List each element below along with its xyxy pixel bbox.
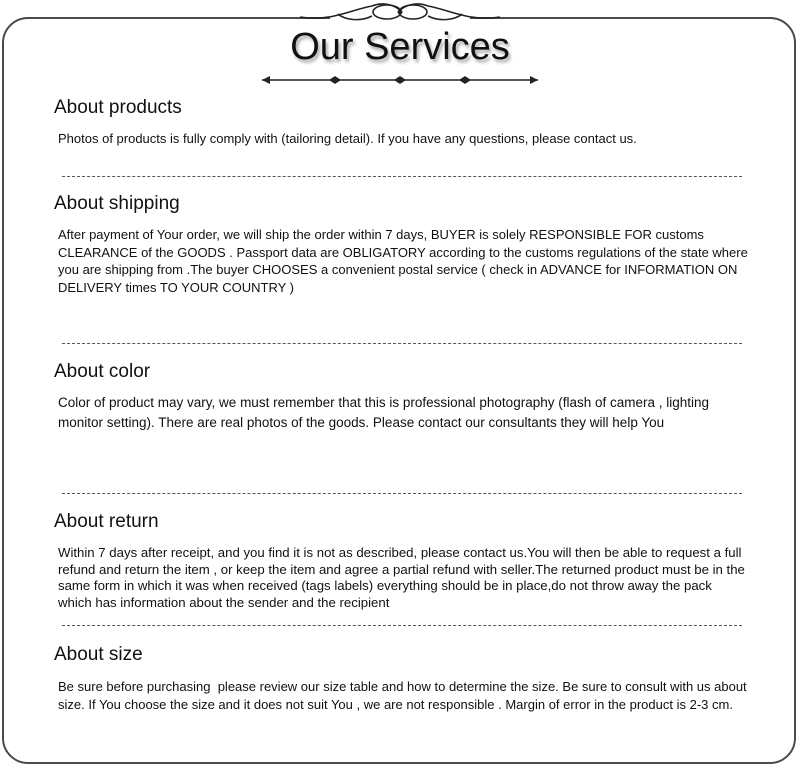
section-body-size: Be sure before purchasing please review our size table and how to determine the size. Be sure to consult with us about size. If You choose the size and it does not suit You , we are not responsible . Margin of error in the product is 2-3 cm.: [58, 679, 751, 712]
section-heading-products: About products: [54, 97, 182, 118]
section-heading-color: About color: [54, 361, 151, 382]
section-heading-size: About size: [54, 644, 143, 665]
section-divider: [62, 176, 742, 177]
page-title: Our Services: [290, 26, 510, 68]
section-divider: [62, 343, 742, 344]
title-underline-icon: [0, 0, 800, 90]
section-divider: [62, 625, 742, 626]
section-body-color: Color of product may vary, we must remember that this is professional photography (flash of camera , lighting monitor setting). There are real photos of the goods. Please contact our consultants they will help You: [58, 395, 710, 430]
section-divider: [62, 493, 742, 494]
section-heading-return: About return: [54, 511, 159, 532]
section-body-shipping: After payment of Your order, we will ship the order within 7 days, BUYER is solely RESPONSIBLE FOR customs CLEARANCE of the GOODS . Passport data are OBLIGATORY according to the customs regulations of the state where you are shipping from .The buyer CHOOSES a convenient postal service ( check in ADVANCE for INFORMATION ON DELIVERY times TO YOUR COUNTRY ): [58, 227, 748, 295]
section-body-products: Photos of products is fully comply with (tailoring detail). If you have any questions, please contact us.: [58, 131, 637, 146]
section-body-return: Within 7 days after receipt, and you find it is not as described, please contact us.You will then be able to request a full refund and return the item , or keep the item and agree a partial refund with seller.The returned product must be in the same form in which it was when received (tags labels) everything should be in place,do not throw away the pack which has information about the sender and the recipient: [58, 545, 745, 610]
section-heading-shipping: About shipping: [54, 193, 180, 214]
